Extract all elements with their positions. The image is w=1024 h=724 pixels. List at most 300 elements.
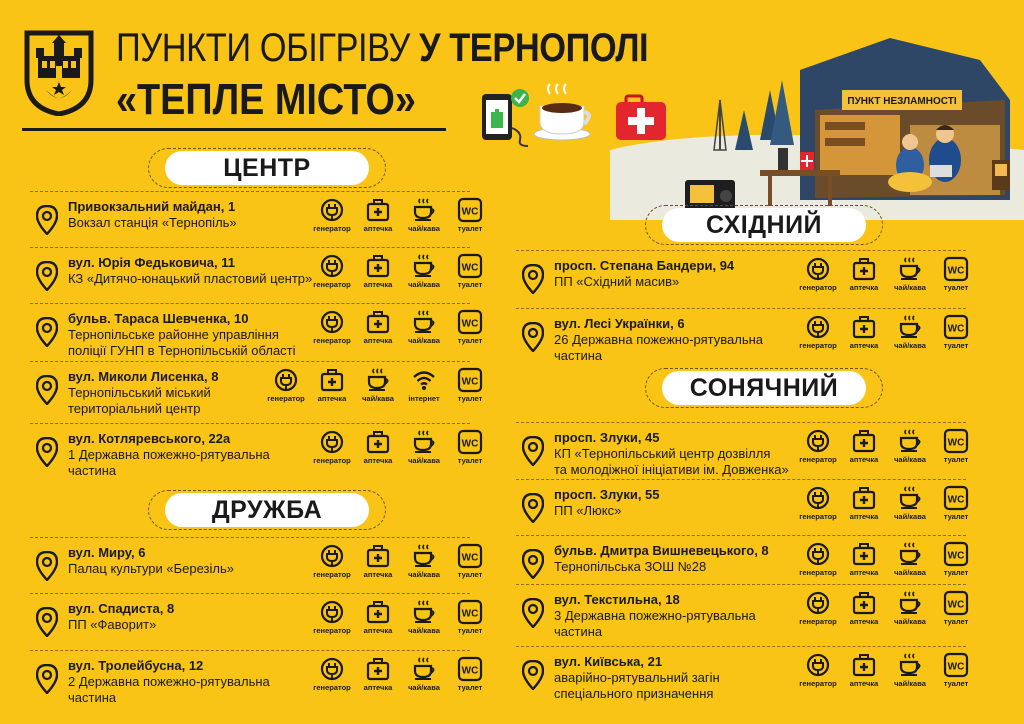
point-address: вул. Котляревського, 22а [68, 431, 231, 446]
point-place: КЗ «Дитячо-юнацький пластовий центр» [68, 271, 313, 286]
amenity-label: генератор [313, 280, 351, 289]
title-bold: У ТЕРНОПОЛІ [419, 26, 649, 70]
district-name: ЦЕНТР [165, 151, 369, 185]
row-divider [516, 646, 966, 647]
warming-point-item [522, 428, 969, 484]
amenity-label: туалет [457, 224, 483, 233]
tea-amenity [404, 543, 444, 579]
point-text [68, 431, 270, 479]
amenity-label: генератор [799, 679, 837, 688]
point-address: вул. Юрія Федьковича, 11 [68, 255, 235, 270]
internet-icon [411, 367, 437, 393]
tea-icon [411, 429, 437, 455]
map-pin-icon [36, 261, 58, 291]
point-text [554, 258, 734, 290]
amenity-label: генератор [267, 394, 305, 403]
warming-point-item [522, 652, 969, 708]
point-place: Палац культури «Березіль» [68, 561, 234, 576]
amenity-label: генератор [799, 341, 837, 350]
firstaid-amenity [358, 656, 398, 692]
point-place: 3 Державна пожежно-рятувальна [554, 608, 756, 623]
generator-amenity [312, 309, 352, 345]
generator-amenity [312, 656, 352, 692]
firstaid-amenity [358, 197, 398, 233]
firstaid-icon [365, 197, 391, 223]
amenity-label: генератор [799, 617, 837, 626]
firstaid-icon [851, 485, 877, 511]
toilet-icon [457, 429, 483, 455]
warming-point-item [522, 590, 969, 646]
generator-amenity [312, 253, 352, 289]
amenity-label: туалет [457, 280, 483, 289]
generator-icon [805, 541, 831, 567]
row-divider [30, 423, 470, 424]
amenities-row [312, 429, 490, 465]
tea-icon [411, 309, 437, 335]
tea-amenity [404, 253, 444, 289]
generator-icon [319, 543, 345, 569]
toilet-icon [457, 309, 483, 335]
point-address: вул. Спадиста, 8 [68, 601, 175, 616]
svg-text:WC: WC [461, 206, 479, 218]
firstaid-amenity [844, 428, 884, 464]
svg-text:WC: WC [947, 323, 965, 335]
row-divider [516, 308, 966, 309]
amenity-label: генератор [313, 570, 351, 579]
svg-text:WC: WC [461, 262, 479, 274]
amenities-row [312, 253, 490, 289]
point-address: бульв. Дмитра Вишневецького, 8 [554, 543, 769, 558]
generator-icon [319, 599, 345, 625]
toilet-icon [457, 367, 483, 393]
district-header [645, 368, 883, 408]
point-address: просп. Злуки, 55 [554, 487, 660, 502]
amenity-label: аптечка [317, 394, 347, 403]
amenities-row [312, 656, 490, 692]
generator-icon [319, 429, 345, 455]
generator-amenity [312, 429, 352, 465]
tea-amenity [358, 367, 398, 403]
point-text [68, 545, 234, 577]
toilet-icon [943, 256, 969, 282]
page-title-line1 [116, 26, 648, 70]
warming-point-item [36, 599, 483, 655]
amenities-row [312, 197, 490, 233]
toilet-amenity [450, 309, 490, 345]
toilet-amenity [936, 428, 976, 464]
point-place: територіальний центр [68, 401, 201, 416]
point-address: вул. Тролейбусна, 12 [68, 658, 204, 673]
point-text [68, 369, 218, 417]
warming-point-item [36, 429, 483, 485]
tea-amenity [404, 309, 444, 345]
row-divider [30, 361, 470, 362]
point-place: 1 Державна пожежно-рятувальна [68, 447, 270, 462]
generator-amenity [312, 599, 352, 635]
toilet-amenity [450, 253, 490, 289]
amenity-label: інтернет [408, 394, 440, 403]
title-divider [22, 128, 446, 131]
tea-amenity [890, 428, 930, 464]
firstaid-amenity [358, 543, 398, 579]
amenity-label: туалет [457, 626, 483, 635]
district-header [148, 490, 386, 530]
firstaid-icon [365, 253, 391, 279]
amenities-row [798, 256, 976, 292]
generator-icon [805, 428, 831, 454]
warming-point-item [36, 656, 483, 712]
svg-text:WC: WC [461, 438, 479, 450]
amenity-label: генератор [313, 683, 351, 692]
point-place: частина [68, 463, 117, 478]
amenity-label: чай/кава [408, 336, 440, 345]
point-place: аварійно-рятувальний загін [554, 670, 720, 685]
district-name: СХІДНИЙ [662, 208, 866, 242]
title-thin: ПУНКТИ ОБІГРІВУ [116, 26, 410, 70]
amenity-label: туалет [457, 683, 483, 692]
amenity-label: чай/кава [894, 512, 926, 521]
map-pin-icon [522, 660, 544, 690]
amenity-label: аптечка [849, 455, 879, 464]
firstaid-icon [851, 590, 877, 616]
firstaid-amenity [844, 256, 884, 292]
warming-point-item [36, 309, 483, 365]
amenity-label: аптечка [849, 679, 879, 688]
map-pin-icon [36, 607, 58, 637]
point-address: вул. Київська, 21 [554, 654, 663, 669]
amenity-label: аптечка [363, 626, 393, 635]
toilet-icon [943, 652, 969, 678]
amenity-label: чай/кава [408, 570, 440, 579]
point-text [68, 199, 237, 231]
map-pin-icon [522, 264, 544, 294]
point-text [554, 430, 789, 478]
amenities-row [798, 590, 976, 626]
amenity-label: чай/кава [408, 626, 440, 635]
amenities-row [266, 367, 490, 403]
amenities-row [312, 599, 490, 635]
tea-icon [897, 314, 923, 340]
tea-amenity [890, 256, 930, 292]
amenity-label: чай/кава [408, 456, 440, 465]
map-pin-icon [36, 437, 58, 467]
point-text [68, 658, 270, 706]
toilet-amenity [936, 652, 976, 688]
firstaid-amenity [844, 590, 884, 626]
toilet-amenity [450, 367, 490, 403]
point-place: 2 Державна пожежно-рятувальна [68, 674, 270, 689]
toilet-icon [943, 541, 969, 567]
tea-amenity [890, 485, 930, 521]
amenity-label: чай/кава [408, 224, 440, 233]
tea-amenity [404, 429, 444, 465]
generator-amenity [312, 543, 352, 579]
tent-sign-text: ПУНКТ НЕЗЛАМНОСТІ [847, 96, 957, 107]
generator-icon [319, 309, 345, 335]
tea-amenity [404, 599, 444, 635]
tea-amenity [890, 541, 930, 577]
point-address: вул. Лесі Українки, 6 [554, 316, 685, 331]
amenity-label: аптечка [849, 617, 879, 626]
amenity-label: туалет [943, 283, 969, 292]
generator-amenity [798, 256, 838, 292]
firstaid-amenity [844, 314, 884, 350]
firstaid-amenity [844, 485, 884, 521]
firstaid-icon [365, 543, 391, 569]
firstaid-amenity [844, 652, 884, 688]
amenities-row [798, 541, 976, 577]
firstaid-icon [365, 599, 391, 625]
map-pin-icon [36, 664, 58, 694]
tea-amenity [404, 656, 444, 692]
warming-point-item [36, 253, 483, 309]
amenity-label: туалет [457, 336, 483, 345]
point-place: ПП «Фаворит» [68, 617, 157, 632]
generator-amenity [798, 314, 838, 350]
tea-icon [897, 256, 923, 282]
amenity-label: генератор [799, 568, 837, 577]
firstaid-amenity [358, 253, 398, 289]
amenity-label: чай/кава [894, 283, 926, 292]
amenity-label: аптечка [363, 224, 393, 233]
row-divider [516, 584, 966, 585]
map-pin-icon [522, 598, 544, 628]
row-divider [30, 537, 470, 538]
generator-icon [805, 314, 831, 340]
firstaid-amenity [358, 309, 398, 345]
amenities-row [798, 428, 976, 464]
map-pin-icon [522, 493, 544, 523]
generator-icon [319, 253, 345, 279]
tea-icon [411, 656, 437, 682]
point-text [554, 543, 769, 575]
firstaid-icon [851, 541, 877, 567]
firstaid-icon [319, 367, 345, 393]
tea-amenity [890, 652, 930, 688]
warming-point-item [36, 543, 483, 599]
amenity-label: генератор [313, 336, 351, 345]
svg-text:WC: WC [947, 599, 965, 611]
row-divider [30, 593, 470, 594]
amenity-label: генератор [313, 626, 351, 635]
point-text [554, 654, 720, 702]
toilet-icon [457, 253, 483, 279]
tea-amenity [890, 314, 930, 350]
toilet-amenity [936, 485, 976, 521]
row-divider [30, 303, 470, 304]
map-pin-icon [36, 205, 58, 235]
point-text [68, 601, 174, 633]
point-address: Привокзальний майдан, 1 [68, 199, 236, 214]
point-place: частина [68, 690, 117, 705]
point-text [68, 255, 312, 287]
point-address: бульв. Тараса Шевченка, 10 [68, 311, 249, 326]
svg-text:WC: WC [461, 665, 479, 677]
page-title-line2: «ТЕПЛЕ МІСТО» [116, 75, 416, 124]
toilet-icon [943, 428, 969, 454]
amenity-label: генератор [799, 512, 837, 521]
generator-icon [805, 256, 831, 282]
amenity-label: туалет [457, 394, 483, 403]
point-address: просп. Степана Бандери, 94 [554, 258, 735, 273]
tea-icon [897, 652, 923, 678]
ternopil-coat-of-arms-icon [24, 30, 94, 116]
firstaid-icon [365, 309, 391, 335]
amenity-label: туалет [457, 456, 483, 465]
amenity-label: аптечка [849, 568, 879, 577]
firstaid-icon [365, 656, 391, 682]
amenity-label: аптечка [849, 512, 879, 521]
map-pin-icon [522, 436, 544, 466]
firstaid-icon [851, 256, 877, 282]
row-divider [30, 247, 470, 248]
amenity-label: туалет [943, 679, 969, 688]
svg-text:WC: WC [461, 376, 479, 388]
generator-amenity [798, 541, 838, 577]
tea-icon [411, 197, 437, 223]
generator-icon [273, 367, 299, 393]
toilet-amenity [936, 256, 976, 292]
svg-text:WC: WC [947, 265, 965, 277]
point-place: Тернопільський міський [68, 385, 211, 400]
firstaid-icon [365, 429, 391, 455]
svg-text:WC: WC [461, 318, 479, 330]
amenity-label: чай/кава [894, 341, 926, 350]
generator-icon [805, 485, 831, 511]
generator-amenity [798, 590, 838, 626]
point-place: частина [554, 624, 603, 639]
district-header [645, 205, 883, 245]
toilet-amenity [936, 314, 976, 350]
amenity-label: туалет [943, 341, 969, 350]
point-place: Тернопільська ЗОШ №28 [554, 559, 707, 574]
map-pin-icon [36, 375, 58, 405]
amenities-row [798, 485, 976, 521]
toilet-icon [457, 197, 483, 223]
map-pin-icon [522, 322, 544, 352]
svg-text:WC: WC [947, 437, 965, 449]
tea-icon [897, 541, 923, 567]
generator-amenity [312, 197, 352, 233]
generator-amenity [798, 428, 838, 464]
firstaid-icon [851, 428, 877, 454]
amenity-label: аптечка [363, 570, 393, 579]
amenity-label: туалет [943, 512, 969, 521]
row-divider [516, 250, 966, 251]
amenity-label: чай/кава [894, 568, 926, 577]
map-pin-icon [36, 317, 58, 347]
svg-text:WC: WC [947, 494, 965, 506]
generator-icon [319, 197, 345, 223]
point-place: поліції ГУНП в Тернопільській області [68, 343, 296, 358]
toilet-icon [457, 656, 483, 682]
point-text [68, 311, 296, 359]
point-text [554, 316, 763, 364]
generator-icon [319, 656, 345, 682]
point-place: та молодіжної ініціативи ім. Довженка» [554, 462, 789, 477]
tea-icon [411, 543, 437, 569]
generator-amenity [798, 652, 838, 688]
district-name: СОНЯЧНИЙ [662, 371, 866, 405]
svg-text:WC: WC [947, 661, 965, 673]
internet-amenity [404, 367, 444, 403]
amenities-row [798, 314, 976, 350]
amenities-row [312, 543, 490, 579]
amenity-label: аптечка [849, 341, 879, 350]
toilet-amenity [936, 541, 976, 577]
point-text [554, 487, 660, 519]
amenity-label: чай/кава [408, 280, 440, 289]
tea-amenity [890, 590, 930, 626]
svg-text:WC: WC [461, 552, 479, 564]
toilet-amenity [450, 429, 490, 465]
point-place: Вокзал станція «Тернопіль» [68, 215, 237, 230]
point-address: просп. Злуки, 45 [554, 430, 660, 445]
tea-icon [411, 599, 437, 625]
point-place: частина [554, 348, 603, 363]
amenities-row [312, 309, 490, 345]
tea-amenity [404, 197, 444, 233]
firstaid-amenity [358, 599, 398, 635]
tea-icon [897, 485, 923, 511]
toilet-amenity [450, 543, 490, 579]
row-divider [516, 479, 966, 480]
amenity-label: аптечка [363, 336, 393, 345]
amenity-label: туалет [943, 455, 969, 464]
amenity-label: аптечка [363, 683, 393, 692]
point-place: спеціального призначення [554, 686, 714, 701]
svg-text:WC: WC [461, 608, 479, 620]
amenity-label: туалет [457, 570, 483, 579]
amenity-label: генератор [313, 224, 351, 233]
warming-point-item [36, 367, 483, 423]
warming-point-item [522, 256, 969, 312]
firstaid-amenity [844, 541, 884, 577]
amenity-label: туалет [943, 568, 969, 577]
warming-point-item [522, 314, 969, 370]
amenity-label: генератор [799, 283, 837, 292]
toilet-icon [457, 599, 483, 625]
tea-icon [365, 367, 391, 393]
toilet-amenity [450, 599, 490, 635]
district-header [148, 148, 386, 188]
generator-amenity [266, 367, 306, 403]
point-address: вул. Миру, 6 [68, 545, 146, 560]
row-divider [30, 191, 470, 192]
generator-icon [805, 652, 831, 678]
warming-point-item [522, 541, 969, 597]
amenity-label: чай/кава [362, 394, 394, 403]
row-divider [516, 422, 966, 423]
warming-point-item [522, 485, 969, 541]
row-divider [516, 535, 966, 536]
tea-icon [411, 253, 437, 279]
firstaid-amenity [312, 367, 352, 403]
amenity-label: чай/кава [894, 455, 926, 464]
svg-text:WC: WC [947, 550, 965, 562]
point-text [554, 592, 756, 640]
firstaid-icon [851, 652, 877, 678]
amenity-label: аптечка [363, 280, 393, 289]
generator-icon [805, 590, 831, 616]
point-place: ПП «Східний масив» [554, 274, 680, 289]
tea-icon [897, 590, 923, 616]
tea-icon [897, 428, 923, 454]
point-place: Тернопільське районне управління [68, 327, 279, 342]
map-pin-icon [36, 551, 58, 581]
toilet-amenity [450, 656, 490, 692]
amenity-label: чай/кава [894, 679, 926, 688]
